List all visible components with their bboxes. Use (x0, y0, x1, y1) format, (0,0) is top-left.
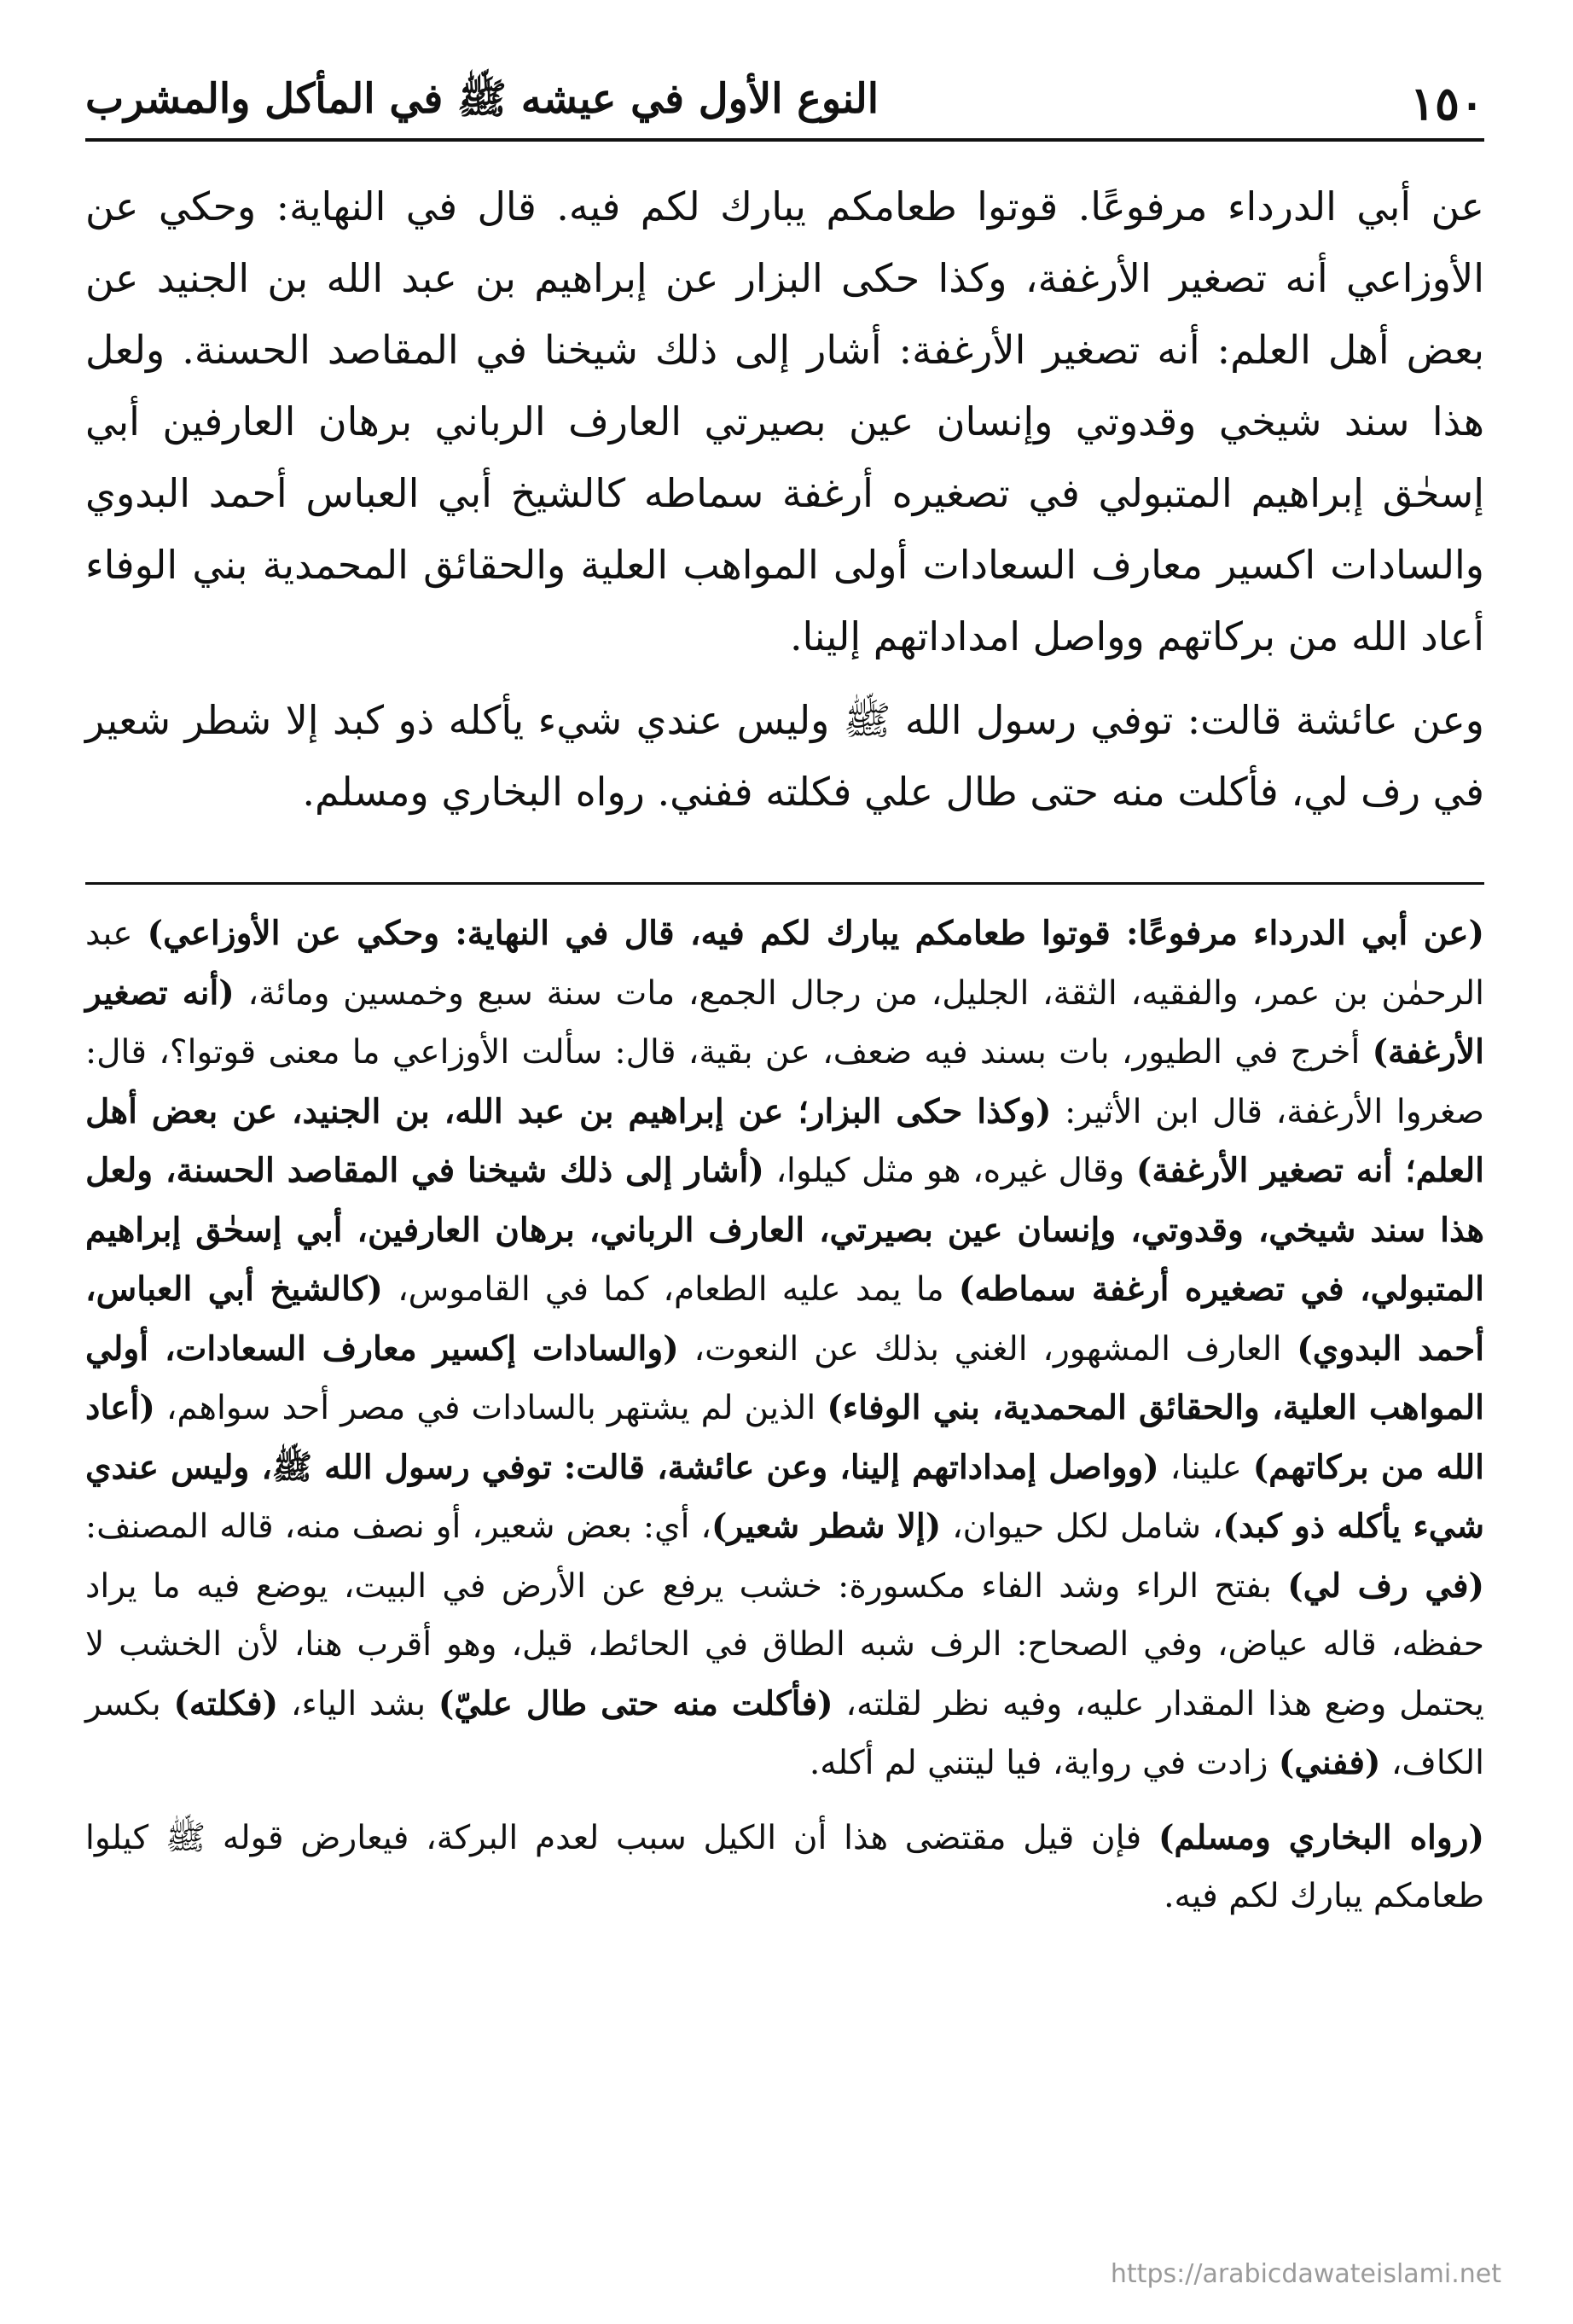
quoted-segment: (رواه البخاري ومسلم) (1158, 1817, 1484, 1857)
commentary-segment: ، أي: بعض شعير، أو نصف منه، قاله المصنف: (85, 1508, 711, 1546)
quoted-segment: (إلا شطر شعير) (711, 1507, 942, 1546)
quoted-segment: (ففني) (1278, 1743, 1381, 1782)
commentary-segment: وقال غيره، هو مثل كيلوا، (775, 1152, 1125, 1190)
quoted-segment: (وكذا حكى البزار؛ عن إبراهيم بن عبد الله، بن الجنيد، عن بعض أهل العلم؛ أنه تصغير الأرغفة) (85, 1091, 1484, 1190)
commentary-segment: بكسر الكاف، (85, 1684, 1484, 1782)
commentary-segment: بشد الياء، (290, 1684, 427, 1723)
commentary-segment: بفتح الراء وشد الفاء مكسورة: خشب يرفع عن الأرض في البيت، يوضع فيه ما يراد حفظه، قاله عياض، وفي الصحاح: الرف شبه الطاق في الحائط، قيل، وهو أقرب هنا، لأن الخشب لا يحتمل وضع هذا المقدار عليه، وفيه نظر لقلته، (85, 1566, 1484, 1723)
commentary-segment: ما يمد عليه الطعام، كما في القاموس، (398, 1270, 944, 1309)
page-number: ١٥٠ (1409, 76, 1484, 131)
commentary-segment: الذين لم يشتهر بالسادات في مصر أحد سواهم، (165, 1389, 816, 1427)
quoted-segment: (عن أبي الدرداء مرفوعًا: قوتوا طعامكم يبارك لكم فيه، قال في النهاية: وحكي عن الأوزاعي) (147, 914, 1484, 953)
main-paragraph: وعن عائشة قالت: توفي رسول الله ﷺ وليس عندي شيء يأكله ذو كبد إلا شطر شعير في رف لي، فأكلت منه حتى طال علي فكلته ففني. رواه البخاري ومسلم. (85, 697, 1484, 815)
watermark-url: https://arabicdawateislami.net (1110, 2259, 1501, 2289)
commentary-text (85, 904, 1484, 1926)
commentary-segment: فإن قيل مقتضى هذا أن الكيل سبب لعدم البركة، فيعارض قوله ﷺ كيلوا طعامكم يبارك لكم فيه. (85, 1818, 1484, 1915)
quoted-segment: (والسادات إكسير معارف السعادات، أولي المواهب العلية، والحقائق المحمدية، بني الوفاء) (85, 1328, 1484, 1427)
running-title: النوع الأول في عيشه ﷺ في المأكل والمشرب (85, 74, 879, 123)
quoted-segment: (أعاد الله من بركاتهم) (85, 1388, 1484, 1487)
quoted-segment: (أشار إلى ذلك شيخنا في المقاصد الحسنة، ولعل هذا سند شيخي، وقدوتي، وإنسان عين بصيرتي، العارف الرباني، برهان العارفين، أبي إسحٰق إبراهيم المتبولي، في تصغيره أرغفة سماطه) (85, 1151, 1484, 1309)
header-rule (85, 138, 1484, 142)
quoted-segment: (في رف لي) (1287, 1566, 1484, 1606)
commentary-segment: ، شامل لكل حيوان، (952, 1508, 1223, 1546)
commentary-segment: العارف المشهور، الغني بذلك عن النعوت، (694, 1329, 1282, 1368)
commentary-segment: علينا، (1170, 1448, 1242, 1487)
commentary-paragraph (85, 904, 1484, 1793)
commentary-segment: زادت في رواية، فيا ليتني لم أكله. (809, 1744, 1268, 1782)
quoted-segment: (فأكلت منه حتى طال عليّ) (438, 1683, 833, 1723)
main-paragraph: عن أبي الدرداء مرفوعًا. قوتوا طعامكم يبارك لكم فيه. قال في النهاية: وحكي عن الأوزاعي أنه تصغير الأرغفة، وكذا حكى البزار عن إبراهيم بن عبد الله بن الجنيد عن بعض أهل العلم: أنه تصغير الأرغفة: أشار إلى ذلك شيخنا في المقاصد الحسنة. ولعل هذا سند شيخي وقدوتي وإنسان عين بصيرتي العارف الرباني برهان العارفين أبي إسحٰق إبراهيم المتبولي في تصغيره أرغفة سماطه كالشيخ أبي العباس أحمد البدوي والسادات اكسير معارف السعادات أولى المواهب العلية والحقائق المحمدية بني الوفاء أعاد الله من بركاتهم وواصل امداداتهم إلينا. (85, 183, 1484, 659)
quoted-segment: (فكلته) (173, 1683, 279, 1723)
commentary-paragraph (85, 1809, 1484, 1926)
page-header (85, 73, 1484, 133)
quoted-segment: (أنه تصغير الأرغفة) (85, 973, 1484, 1072)
commentary-segment: أخرج في الطيور، بات بسند فيه ضعف، عن بقية، قال: سألت الأوزاعي ما معنى قوتوا؟، قال: صغروا الأرغفة، قال ابن الأثير: (85, 1033, 1484, 1131)
section-divider (85, 882, 1484, 885)
quoted-segment: (كالشيخ أبي العباس، أحمد البدوي) (85, 1269, 1485, 1368)
main-text (85, 171, 1484, 828)
quoted-segment: (وواصل إمداداتهم إلينا، وعن عائشة، قالت: توفي رسول الله ﷺ، وليس عندي شيء يأكله ذو كبد) (85, 1447, 1484, 1546)
commentary-segment: عبد الرحمٰن بن عمر، والفقيه، الثقة، الجليل، من رجال الجمع، مات سنة سبع وخمسين ومائة، (85, 915, 1484, 1013)
